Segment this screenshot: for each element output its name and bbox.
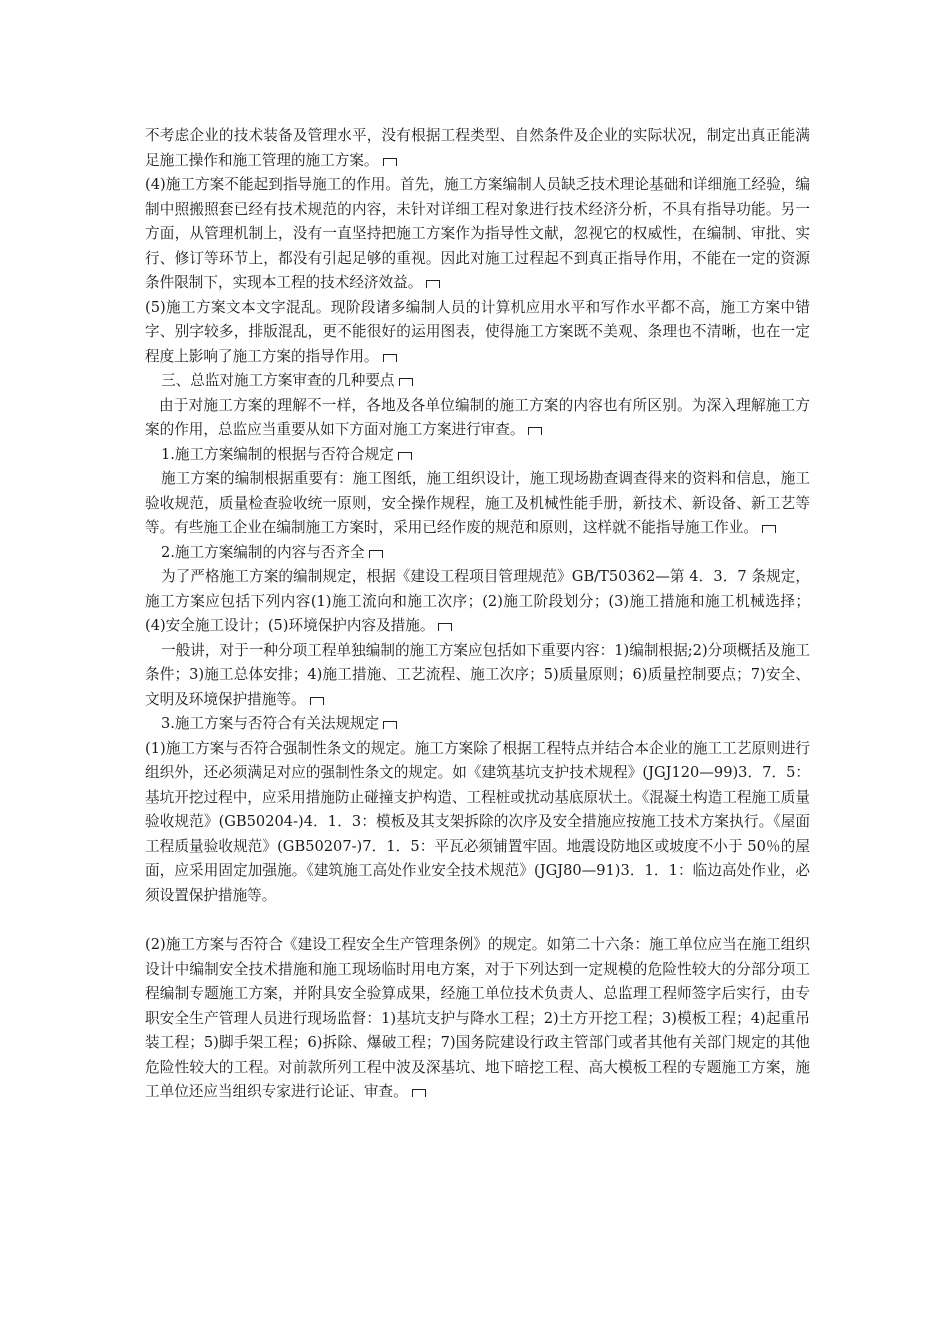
subheading-1 [145, 443, 810, 468]
paragraph-7 [145, 467, 810, 541]
paragraph-mark-icon [383, 354, 397, 362]
subheading-3-text: 3.施工方案与否符合有关法规规定 [161, 715, 380, 732]
paragraph-mark-icon [398, 452, 412, 460]
paragraph-5-text: 由于对施工方案的理解不一样，各地及各单位编制的施工方案的内容也有所区别。为深入理解施工方案的作用，总监应当重要从如下方面对施工方案进行审查。 [145, 396, 810, 438]
paragraph-mark-icon [426, 280, 440, 288]
paragraph-1 [145, 124, 810, 173]
paragraph-mark-icon [310, 697, 324, 705]
paragraph-mark-icon [369, 550, 383, 558]
section-heading [145, 369, 810, 394]
paragraph-9-text: 为了严格施工方案的编制规定，根据《建设工程项目管理规范》GB/T50362—第 4．3．7 条规定，施工方案应包括下列内容(1)施工流向和施工次序；(2)施工阶段划分；(3)施工措施和施工机械选择；(4)安全施工设计；(5)环境保护内容及措施。 [145, 568, 810, 634]
paragraph-10 [145, 639, 810, 713]
paragraph-3-text: (5)施工方案文本文字混乱。现阶段诸多编制人员的计算机应用水平和写作水平都不高，施工方案中错字、别字较多，排版混乱，更不能很好的运用图表，使得施工方案既不美观、条理也不清晰，也在一定程度上影响了施工方案的指导作用。 [145, 298, 810, 365]
paragraph-mark-icon [762, 525, 776, 533]
paragraph-9 [145, 565, 810, 639]
subheading-2-text: 2.施工方案编制的内容与否齐全 [161, 543, 365, 561]
paragraph-12-text: (1)施工方案与否符合强制性条文的规定。施工方案除了根据工程特点并结合本企业的施工工艺原则进行组织外，还必须满足对应的强制性条文的规定。如《建筑基坑支护技术规程》(JGJ120—99)3．7．5：基坑开挖过程中，应采用措施防止碰撞支护构造、工程桩或扰动基底原状土。《混凝土构造工程施工质量验收规范》(GB50204-)4．1．3：模板及其支架拆除的次序及安全措施应按施工技术方案执行。《屋面工程质量验收规范》(GB50207-)7．1．5：平瓦必须铺置牢固。地震设防地区或坡度不小于 50％的屋面，应采用固定加强施。《建筑施工高处作业安全技术规范》(JGJ80—91)3．1．1：临边高处作业，必须设置保护措施等。 [145, 739, 810, 904]
paragraph-mark-icon [399, 378, 413, 386]
paragraph-3 [145, 296, 810, 370]
blank-line [145, 908, 810, 933]
document-body [145, 124, 810, 1105]
paragraph-5 [145, 394, 810, 443]
paragraph-mark-icon [383, 158, 397, 166]
paragraph-10-text: 一般讲，对于一种分项工程单独编制的施工方案应包括如下重要内容：1)编制根据;2)分项概括及施工条件；3)施工总体安排；4)施工措施、工艺流程、施工次序；5)质量原则；6)质量控制要点；7)安全、文明及环境保护措施等。 [145, 641, 810, 708]
subheading-2 [145, 541, 810, 566]
paragraph-mark-icon [528, 427, 542, 435]
paragraph-1-text: 不考虑企业的技术装备及管理水平，没有根据工程类型、自然条件及企业的实际状况，制定出真正能满足施工操作和施工管理的施工方案。 [145, 127, 810, 169]
paragraph-mark-icon [383, 721, 397, 729]
paragraph-7-text: 施工方案的编制根据重要有：施工图纸，施工组织设计，施工现场勘查调查得来的资料和信息，施工验收规范，质量检查验收统一原则，安全操作规程，施工及机械性能手册，新技术、新设备、新工艺等等。有些施工企业在编制施工方案时，采用已经作废的规范和原则，这样就不能指导施工作业。 [145, 470, 810, 536]
subheading-3 [145, 712, 810, 737]
paragraph-mark-icon [438, 623, 452, 631]
paragraph-2 [145, 173, 810, 296]
paragraph-13 [145, 933, 810, 1105]
paragraph-12 [145, 737, 810, 909]
subheading-1-text: 1.施工方案编制的根据与否符合规定 [161, 445, 394, 463]
paragraph-13-text: (2)施工方案与否符合《建设工程安全生产管理条例》的规定。如第二十六条：施工单位应当在施工组织设计中编制安全技术措施和施工现场临时用电方案，对于下列达到一定规模的危险性较大的分部分项工程编制专题施工方案，并附具安全验算成果，经施工单位技术负责人、总监理工程师签字后实行，由专职安全生产管理人员进行现场监督：1)基坑支护与降水工程；2)土方开挖工程；3)模板工程；4)起重吊装工程；5)脚手架工程；6)拆除、爆破工程；7)国务院建设行政主管部门或者其他有关部门规定的其他危险性较大的工程。对前款所列工程中波及深基坑、地下暗挖工程、高大模板工程的专题施工方案，施工单位还应当组织专家进行论证、审查。 [145, 936, 810, 1100]
section-heading-text: 三、总监对施工方案审查的几种要点 [161, 372, 395, 389]
paragraph-2-text: (4)施工方案不能起到指导施工的作用。首先，施工方案编制人员缺乏技术理论基础和详细施工经验，编制中照搬照套已经有技术规范的内容，未针对详细工程对象进行技术经济分析，不具有指导功能。另一方面，从管理机制上，没有一直坚持把施工方案作为指导性文献，忽视它的权威性，在编制、审批、实行、修订等环节上，都没有引起足够的重视。因此对施工过程起不到真正指导作用，不能在一定的资源条件限制下，实现本工程的技术经济效益。 [145, 176, 810, 291]
paragraph-mark-icon [412, 1089, 426, 1097]
